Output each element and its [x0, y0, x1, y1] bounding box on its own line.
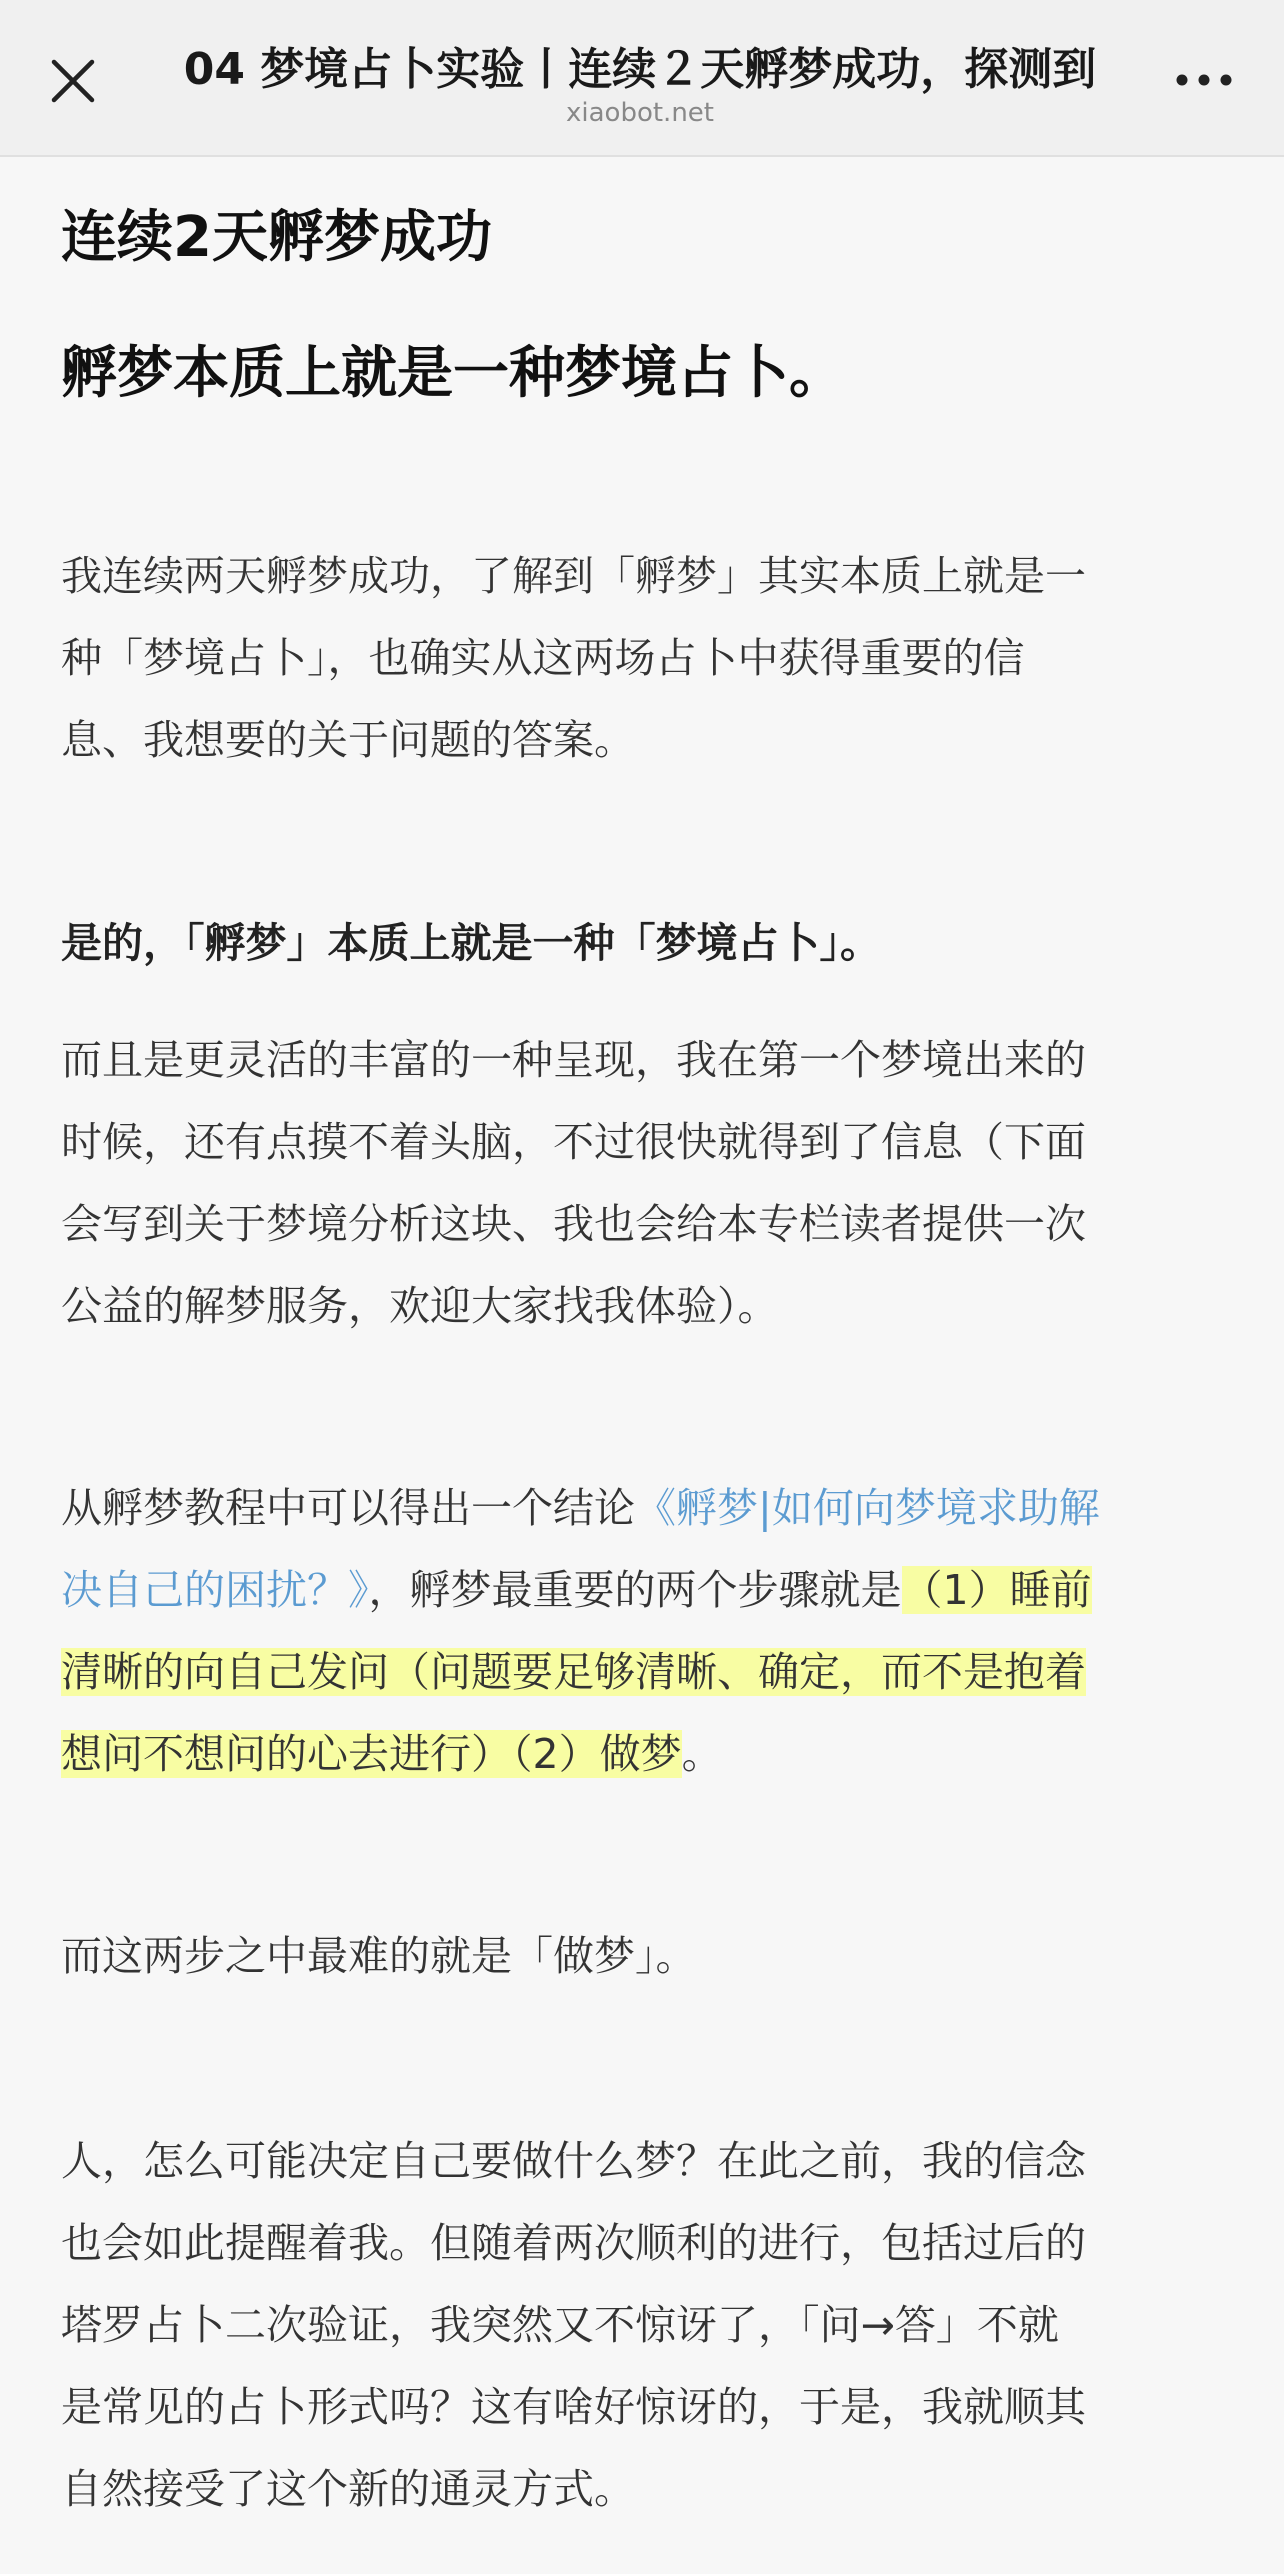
highlighted-text: 清晰的向自己发问（问题要足够清晰、确定，而不是抱着	[61, 1648, 1086, 1696]
paragraph-line: 息、我想要的关于问题的答案。	[61, 716, 635, 764]
paragraph-6	[61, 2120, 1211, 2530]
close-button[interactable]	[50, 58, 110, 118]
page-domain: xiaobot.net	[566, 98, 714, 128]
paragraph-bold: 是的，「孵梦」本质上就是一种「梦境占卜」。	[61, 919, 881, 967]
top-nav-bar	[0, 0, 1284, 157]
paragraph-line: 自然接受了这个新的通灵方式。	[61, 2465, 635, 2513]
more-dots-icon	[1174, 70, 1234, 90]
paragraph-line: 我连续两天孵梦成功，了解到「孵梦」其实本质上就是一	[61, 552, 1086, 600]
article-heading-2: 孵梦本质上就是一种梦境占卜。	[61, 341, 845, 406]
paragraph-line: 种「梦境占卜」，也确实从这两场占卜中获得重要的信	[61, 634, 1025, 682]
paragraph-line	[61, 1467, 1211, 1549]
close-icon	[50, 58, 96, 104]
tutorial-link-continued[interactable]: 决自己的困扰？》	[61, 1566, 369, 1614]
tutorial-link[interactable]: 《孵梦|如何向梦境求助解	[635, 1484, 1100, 1532]
paragraph-text: 。	[681, 1730, 723, 1778]
paragraph-line: 时候，还有点摸不着头脑，不过很快就得到了信息（下面	[61, 1118, 1086, 1166]
paragraph-line	[61, 1713, 1211, 1795]
paragraph-text: 从孵梦教程中可以得出一个结论	[61, 1484, 635, 1532]
paragraph-line: 塔罗占卜二次验证，我突然又不惊讶了，「问→答」不就	[61, 2301, 1059, 2349]
more-button[interactable]	[1174, 70, 1234, 110]
title-block	[160, 40, 1120, 130]
paragraph-5: 而这两步之中最难的就是「做梦」。	[61, 1932, 697, 1980]
paragraph-line: 也会如此提醒着我。但随着两次顺利的进行，包括过后的	[61, 2219, 1086, 2267]
paragraph-line: 是常见的占卜形式吗？这有啥好惊讶的，于是，我就顺其	[61, 2383, 1086, 2431]
article-heading-1: 连续2天孵梦成功	[61, 205, 492, 270]
paragraph-text: ，孵梦最重要的两个步骤就是	[368, 1566, 902, 1614]
paragraph-line: 会写到关于梦境分析这块、我也会给本专栏读者提供一次	[61, 1200, 1086, 1248]
highlighted-text: 想问不想问的心去进行）（2）做梦	[61, 1730, 682, 1778]
paragraph-line	[61, 1631, 1211, 1713]
paragraph-line: 而且是更灵活的丰富的一种呈现，我在第一个梦境出来的	[61, 1036, 1086, 1084]
paragraph-line	[61, 1549, 1211, 1631]
paragraph-3	[61, 1019, 1211, 1347]
paragraph-1	[61, 535, 1211, 781]
highlighted-text: （1）睡前	[901, 1566, 1092, 1614]
page-title: 04 梦境占卜实验丨连续２天孵梦成功，探测到	[183, 44, 1097, 95]
paragraph-4	[61, 1467, 1211, 1795]
paragraph-line: 公益的解梦服务，欢迎大家找我体验）。	[61, 1282, 779, 1330]
paragraph-line: 人，怎么可能决定自己要做什么梦？在此之前，我的信念	[61, 2137, 1086, 2185]
